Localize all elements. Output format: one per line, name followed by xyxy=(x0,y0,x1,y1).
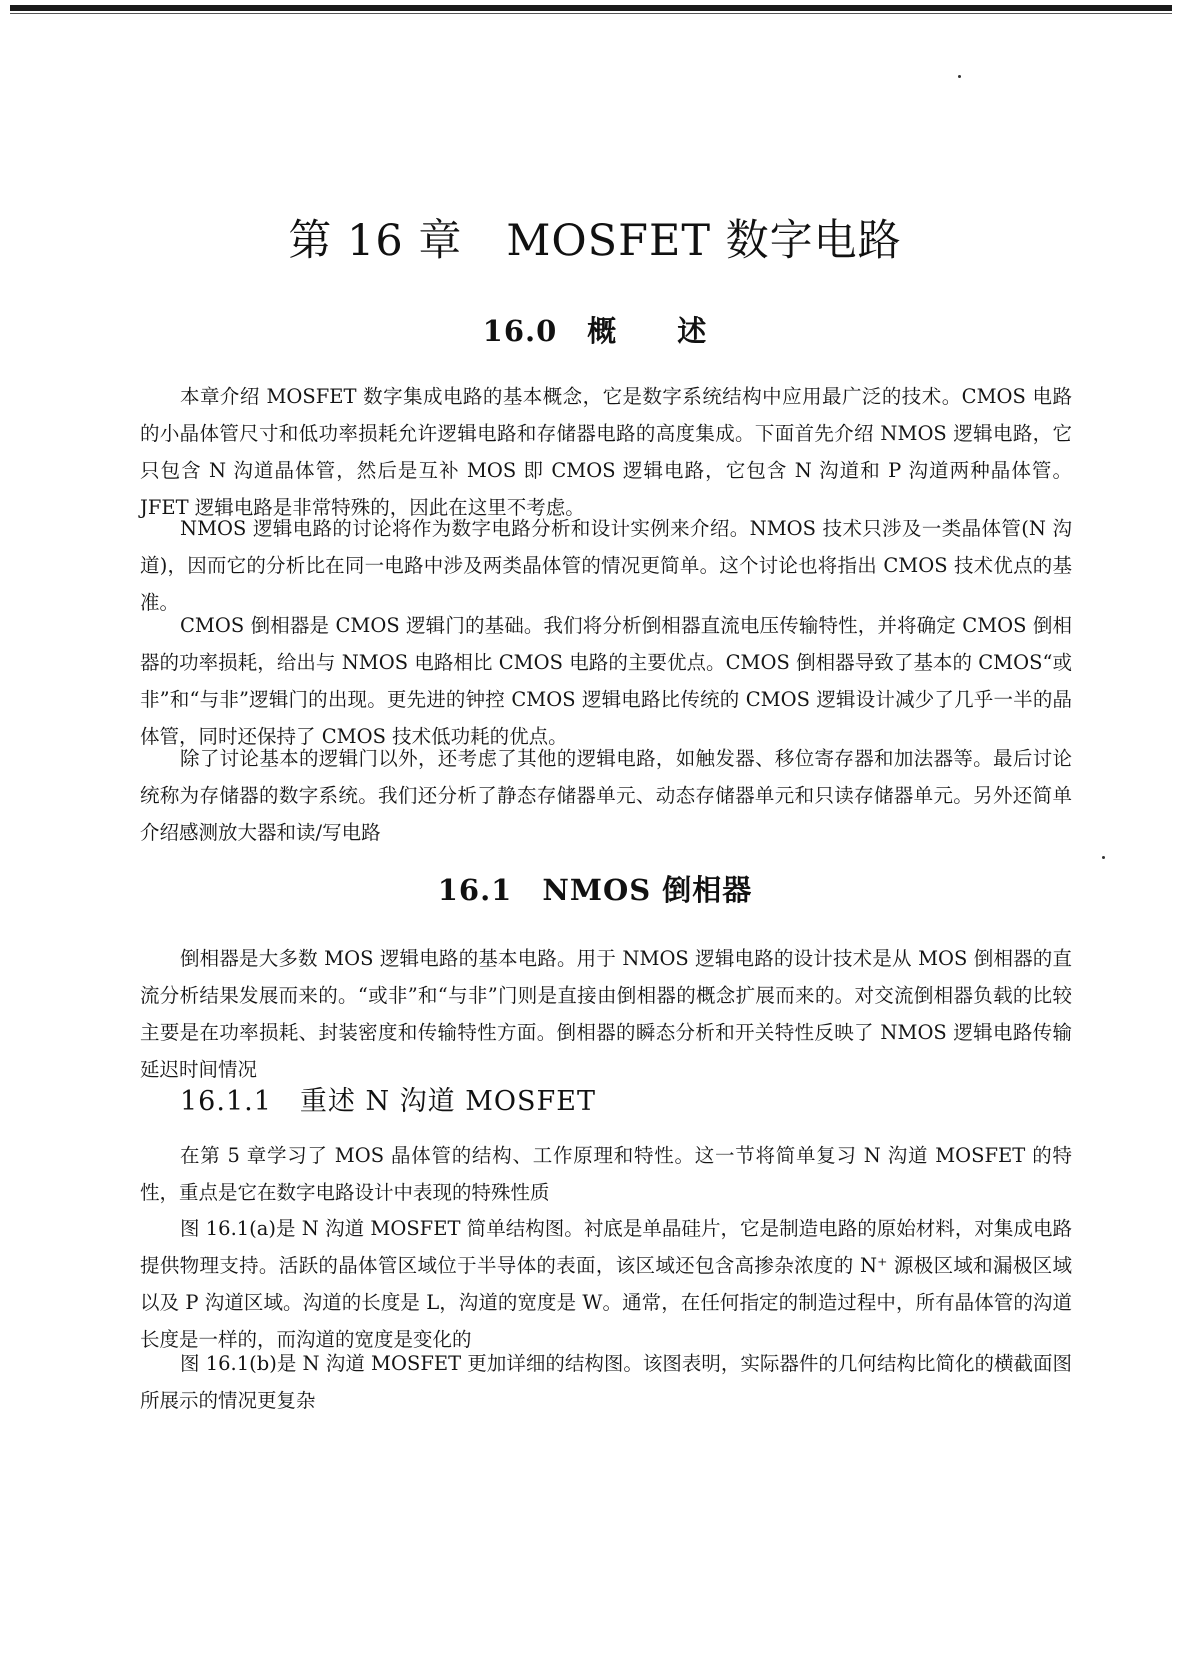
section-heading-16-1: 16.1 NMOS 倒相器 xyxy=(437,873,753,907)
header-rule xyxy=(10,5,1172,11)
scan-speck xyxy=(1102,856,1105,859)
paragraph: 图 16.1(a)是 N 沟道 MOSFET 简单结构图。衬底是单晶硅片，它是制造电路的原始材料，对集成电路提供物理支持。活跃的晶体管区域位于半导体的表面，该区域还包含高掺杂浓度的 N⁺ 源极区域和漏极区域以及 P 沟道区域。沟道的长度是 L，沟道的宽度是 W。通常，在任何指定的制造过程中，所有晶体管的沟道长度是一样的，而沟道的宽度是变化的 xyxy=(140,1217,1072,1351)
paragraph: 图 16.1(b)是 N 沟道 MOSFET 更加详细的结构图。该图表明，实际器件的几何结构比简化的横截面图所展示的情况更复杂 xyxy=(140,1352,1072,1412)
paragraph: NMOS 逻辑电路的讨论将作为数字电路分析和设计实例来介绍。NMOS 技术只涉及一类晶体管(N 沟道)，因而它的分析比在同一电路中涉及两类晶体管的情况更简单。这个讨论也将指出 CMOS 技术优点的基准。 xyxy=(140,517,1072,614)
paragraph: 除了讨论基本的逻辑门以外，还考虑了其他的逻辑电路，如触发器、移位寄存器和加法器等。最后讨论统称为存储器的数字系统。我们还分析了静态存储器单元、动态存储器单元和只读存储器单元。另外还简单介绍感测放大器和读/写电路 xyxy=(140,747,1072,844)
scan-speck xyxy=(958,75,961,78)
header-rule-thin xyxy=(10,13,1172,14)
subsection-heading-16-1-1: 16.1.1 重述 N 沟道 MOSFET xyxy=(180,1086,596,1117)
section-heading-16-0: 16.0 概 述 xyxy=(482,314,708,348)
paragraph: 本章介绍 MOSFET 数字集成电路的基本概念，它是数字系统结构中应用最广泛的技术。CMOS 电路的小晶体管尺寸和低功率损耗允许逻辑电路和存储器电路的高度集成。下面首先介绍 NMOS 逻辑电路，它只包含 N 沟道晶体管，然后是互补 MOS 即 CMOS 逻辑电路，它包含 N 沟道和 P 沟道两种晶体管。JFET 逻辑电路是非常特殊的，因此在这里不考虑。 xyxy=(140,385,1072,519)
paragraph: 在第 5 章学习了 MOS 晶体管的结构、工作原理和特性。这一节将简单复习 N 沟道 MOSFET 的特性，重点是它在数字电路设计中表现的特殊性质 xyxy=(140,1144,1072,1204)
paragraph: CMOS 倒相器是 CMOS 逻辑门的基础。我们将分析倒相器直流电压传输特性，并将确定 CMOS 倒相器的功率损耗，给出与 NMOS 电路相比 CMOS 电路的主要优点。CMOS 倒相器导致了基本的 CMOS“或非”和“与非”逻辑门的出现。更先进的钟控 CMOS 逻辑电路比传统的 CMOS 逻辑设计减少了几乎一半的晶体管，同时还保持了 CMOS 技术低功耗的优点。 xyxy=(140,614,1072,748)
chapter-title: 第 16 章 MOSFET 数字电路 xyxy=(288,216,902,266)
paragraph: 倒相器是大多数 MOS 逻辑电路的基本电路。用于 NMOS 逻辑电路的设计技术是从 MOS 倒相器的直流分析结果发展而来的。“或非”和“与非”门则是直接由倒相器的概念扩展而来的。对交流倒相器负载的比较主要是在功率损耗、封装密度和传输特性方面。倒相器的瞬态分析和开关特性反映了 NMOS 逻辑电路传输延迟时间情况 xyxy=(140,947,1072,1081)
